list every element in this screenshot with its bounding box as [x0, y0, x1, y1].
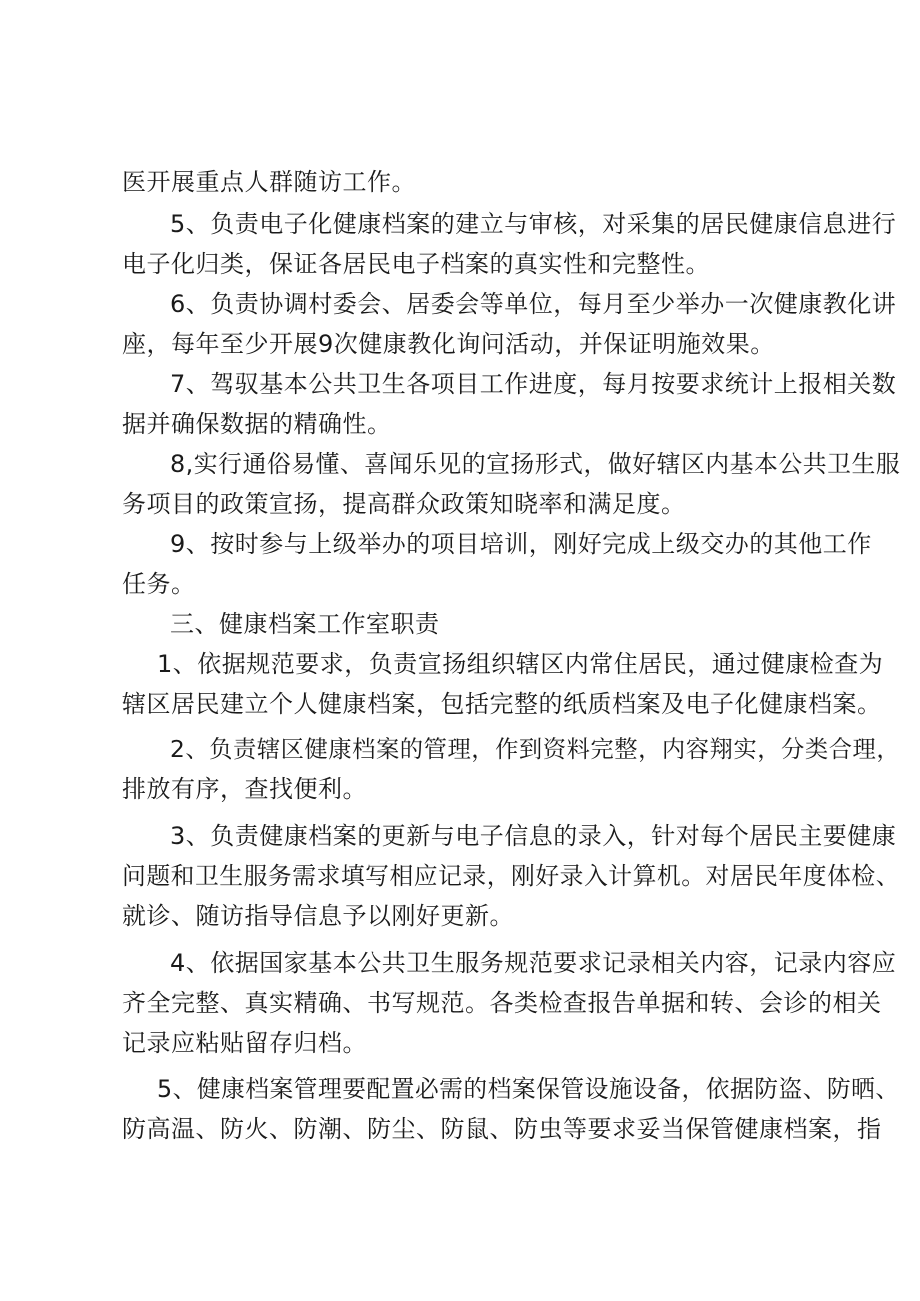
- text-line-11: 任务。: [122, 570, 196, 598]
- text-line-15: 2、负责辖区健康档案的管理，作到资料完整，内容翔实，分类合理，: [170, 735, 901, 763]
- text-line-10: 9、按时参与上级举办的项目培训，刚好完成上级交办的其他工作: [170, 530, 872, 558]
- text-line-8: 8,实行通俗易懂、喜闻乐见的宣扬形式，做好辖区内基本公共卫生服: [170, 450, 901, 478]
- text-line-17: 3、负责健康档案的更新与电子信息的录入，针对每个居民主要健康: [170, 822, 897, 850]
- text-line-21: 齐全完整、真实精确、书写规范。各类检查报告单据和转、会诊的相关: [122, 989, 882, 1017]
- text-line-5: 座，每年至少开展9次健康教化询问活动，并保证明施效果。: [122, 330, 775, 358]
- text-line-1: 医开展重点人群随访工作。: [122, 168, 416, 196]
- text-line-24: 防高温、防火、防潮、防尘、防鼠、防虫等要求妥当保管健康档案，指: [122, 1115, 882, 1143]
- section-heading: 三、健康档案工作室职责: [170, 610, 440, 638]
- text-line-23: 5、健康档案管理要配置必需的档案保管设施设备，依据防盗、防晒、: [157, 1075, 900, 1103]
- text-line-6: 7、驾驭基本公共卫生各项目工作进度，每月按要求统计上报相关数: [170, 370, 897, 398]
- text-line-16: 排放有序，查找便利。: [122, 775, 367, 803]
- text-line-3: 电子化归类，保证各居民电子档案的真实性和完整性。: [122, 250, 710, 278]
- text-line-14: 辖区居民建立个人健康档案，包括完整的纸质档案及电子化健康档案。: [122, 690, 882, 718]
- text-line-7: 据并确保数据的精确性。: [122, 410, 392, 438]
- text-line-13: 1、依据规范要求，负责宣扬组织辖区内常住居民，通过健康检查为: [157, 650, 884, 678]
- text-line-18: 问题和卫生服务需求填写相应记录，刚好录入计算机。对居民年度体检、: [122, 862, 901, 890]
- text-line-22: 记录应粘贴留存归档。: [122, 1029, 367, 1057]
- text-line-19: 就诊、随访指导信息予以刚好更新。: [122, 902, 514, 930]
- text-line-2: 5、负责电子化健康档案的建立与审核，对采集的居民健康信息进行: [170, 210, 897, 238]
- text-line-20: 4、依据国家基本公共卫生服务规范要求记录相关内容，记录内容应: [170, 949, 897, 977]
- text-line-9: 务项目的政策宣扬，提高群众政策知晓率和满足度。: [122, 490, 686, 518]
- text-line-4: 6、负责协调村委会、居委会等单位，每月至少举办一次健康教化讲: [170, 290, 897, 318]
